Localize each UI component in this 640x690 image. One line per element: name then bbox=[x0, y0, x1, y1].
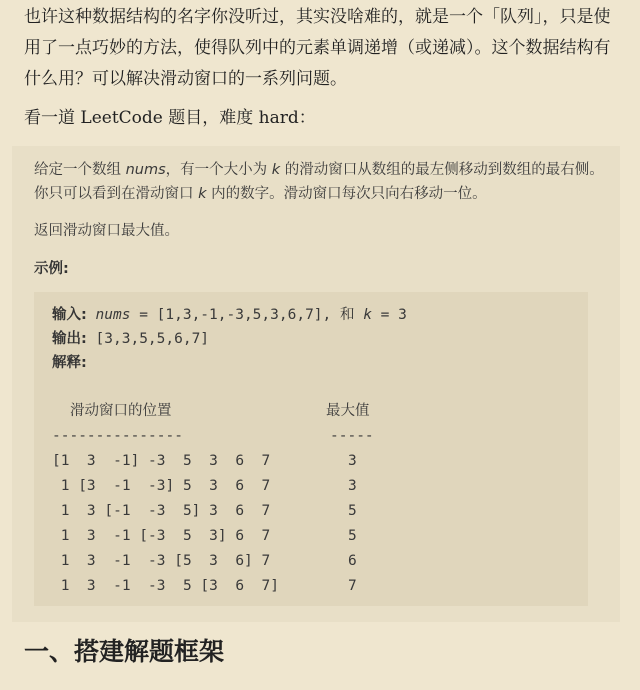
desc-part: ，有一个大小为 bbox=[165, 162, 272, 178]
lead-paragraph: 看一道 LeetCode 题目，难度 hard： bbox=[24, 108, 316, 128]
input-line bbox=[52, 302, 407, 326]
desc-part: 的滑动窗口从数组的最左侧移动到数组的最右侧。你只可以看到在滑动窗口 bbox=[34, 162, 604, 202]
intro-paragraph: 也许这种数据结构的名字你没听过，其实没啥难的，就是一个「队列」，只是使用了一点巧妙的方法，使得队列中的元素单调递增（或递减）。这个数据结构有什么用？可以解决滑动窗口的一系列问题。 bbox=[24, 7, 611, 89]
window-max: 3 bbox=[348, 478, 357, 494]
input-var: nums bbox=[95, 307, 131, 323]
separator-max: ----- bbox=[330, 428, 374, 444]
desc-part: 内的数字。滑动窗口每次只向右移动一位。 bbox=[206, 186, 487, 202]
window-max: 5 bbox=[348, 503, 357, 519]
col-header-position: 滑动窗口的位置 bbox=[70, 403, 172, 419]
window-row: 1 3 -1 [-3 5 3] 6 7 bbox=[52, 528, 271, 544]
section-heading: 一、搭建解题框架 bbox=[24, 637, 225, 666]
output-label: 输出: bbox=[52, 331, 87, 347]
window-max: 6 bbox=[348, 553, 357, 569]
window-row: 1 3 -1 -3 [5 3 6] 7 bbox=[52, 553, 271, 569]
input-k: k bbox=[363, 307, 372, 323]
problem-return: 返回滑动窗口最大值。 bbox=[34, 223, 179, 239]
input-label: 输入: bbox=[52, 307, 87, 323]
example-label: 示例: bbox=[34, 261, 69, 277]
window-max: 3 bbox=[348, 453, 357, 469]
col-header-max: 最大值 bbox=[326, 403, 370, 419]
input-k-value: = 3 bbox=[371, 307, 407, 323]
problem-blockquote bbox=[12, 146, 620, 622]
desc-part: 给定一个数组 bbox=[34, 162, 126, 178]
desc-var-k: k bbox=[271, 162, 281, 178]
problem-description bbox=[34, 158, 604, 206]
example-code-block bbox=[34, 292, 588, 606]
input-and: 和 bbox=[339, 307, 355, 323]
window-max: 5 bbox=[348, 528, 357, 544]
window-max: 7 bbox=[348, 578, 357, 594]
desc-var-k: k bbox=[198, 186, 207, 202]
desc-var-nums: nums bbox=[125, 162, 166, 178]
separator-position: --------------- bbox=[52, 428, 183, 444]
window-row: 1 3 [-1 -3 5] 3 6 7 bbox=[52, 503, 271, 519]
window-row: 1 [3 -1 -3] 5 3 6 7 bbox=[52, 478, 271, 494]
explain-line bbox=[52, 350, 87, 374]
window-row: [1 3 -1] -3 5 3 6 7 bbox=[52, 453, 271, 469]
explain-label: 解释: bbox=[52, 355, 87, 371]
window-row: 1 3 -1 -3 5 [3 6 7] bbox=[52, 578, 279, 594]
output-line bbox=[52, 326, 209, 350]
output-value: [3,3,5,5,6,7] bbox=[95, 331, 210, 347]
input-value: = [1,3,-1,-3,5,3,6,7], bbox=[130, 307, 340, 323]
